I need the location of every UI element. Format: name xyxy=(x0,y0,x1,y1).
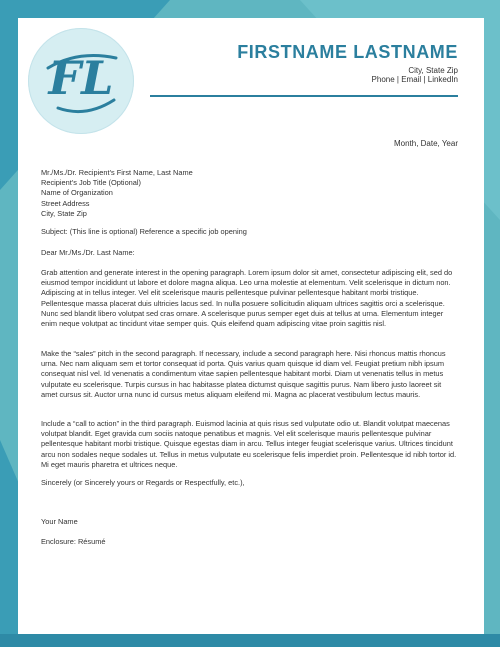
bottom-accent-bar xyxy=(0,634,500,647)
enclosure-line: Enclosure: Résumé xyxy=(41,537,106,546)
salutation: Dear Mr./Ms./Dr. Last Name: xyxy=(41,248,135,257)
contact-separator: | xyxy=(394,75,402,84)
sender-linkedin: LinkedIn xyxy=(427,75,458,84)
body-paragraph-1: Grab attention and generate interest in the opening paragraph. Lorem ipsum dolor sit amet, consectetur adipiscing elit, sed do eiusmod tempor incididunt ut labore et dolore magna aliqua. Leo urna molestie at elementum. Velit scelerisque in dictum non. Adipiscing at in tellus integer. Vel elit scelerisque mauris pellentesque pulvinar pellentesque habitant morbi tristique. Pellentesque massa placerat duis ultricies lacus sed. In nulla posuere sollicitudin aliquam ultrices sagittis orci a scelerisque. Nunc sed blandit libero volutpat sed cras ornare. A scelerisque purus semper eget duis at tellus at urna. Elementum integer enim neque volutpat ac tincidunt vitae semper quis. Quis eleifend quam adipiscing vitae proin sagittis nisl. xyxy=(41,268,453,329)
recipient-organization: Name of Organization xyxy=(41,188,113,198)
recipient-block xyxy=(41,168,459,219)
recipient-city: City, State Zip xyxy=(41,208,87,218)
body-paragraph-3: Include a “call to action” in the third paragraph. Euismod lacinia at quis risus sed vulputate odio ut. Blandit volutpat maecenas volutpat blandit. Eget gravida cum sociis natoque penatibus et magnis. Vel elit scelerisque mauris pellentesque pulvinar pellentesque habitant morbi tristique. Quisque egestas diam in arcu. Tellus integer feugiat scelerisque varius. Ultrices tincidunt arcu non sodales neque sodales ut. Tellus in metus vulputate eu scelerisque felis imperdiet proin. Pellentesque id nibh tortor id. Mi eget mauris pharetra et ultrices neque. xyxy=(41,419,457,469)
signer-name: Your Name xyxy=(41,517,78,526)
contact-separator: | xyxy=(421,75,428,84)
closing-line: Sincerely (or Sincerely yours or Regards or Respectfully, etc.), xyxy=(41,478,245,487)
monogram-logo-mark xyxy=(28,28,134,134)
letter-date: Month, Date, Year xyxy=(393,139,458,148)
monogram-logo xyxy=(28,28,134,134)
header-divider xyxy=(150,95,458,97)
recipient-street: Street Address xyxy=(41,198,90,208)
monogram-initials: FL xyxy=(48,51,114,105)
subject-line: Subject: (This line is optional) Reference a specific job opening xyxy=(41,227,247,236)
sender-city-state-zip: City, State Zip xyxy=(408,66,458,75)
recipient-name: Mr./Ms./Dr. Recipient's First Name, Last Name xyxy=(41,168,193,177)
sender-name: FIRSTNAME LASTNAME xyxy=(237,42,458,62)
recipient-job-title: Recipient's Job Title (Optional) xyxy=(41,178,141,188)
sender-email: Email xyxy=(401,75,422,84)
body-paragraph-2: Make the “sales” pitch in the second paragraph. If necessary, include a second paragraph here. Nisi rhoncus mattis rhoncus urna. Nec nam aliquam sem et tortor consequat id porta. Quis varius quam quisque id diam vel. Feugiat pretium nibh ipsum consequat nisl vel. Id venenatis a condimentum vitae sapien pellentesque habitant morbi. Diam ut venenatis tellus in metus vulputate eu scelerisque. Turpis cursus in hac habitasse platea dictumst quisque sagittis purus. Nam libero justo laoreet sit amet cursus sit. Auctor urna nunc id cursus metus aliquam eleifend mi. Magna ac placerat vestibulum lectus mauris. xyxy=(41,349,446,399)
sender-contact-line xyxy=(372,75,458,84)
sender-phone: Phone xyxy=(371,75,395,84)
